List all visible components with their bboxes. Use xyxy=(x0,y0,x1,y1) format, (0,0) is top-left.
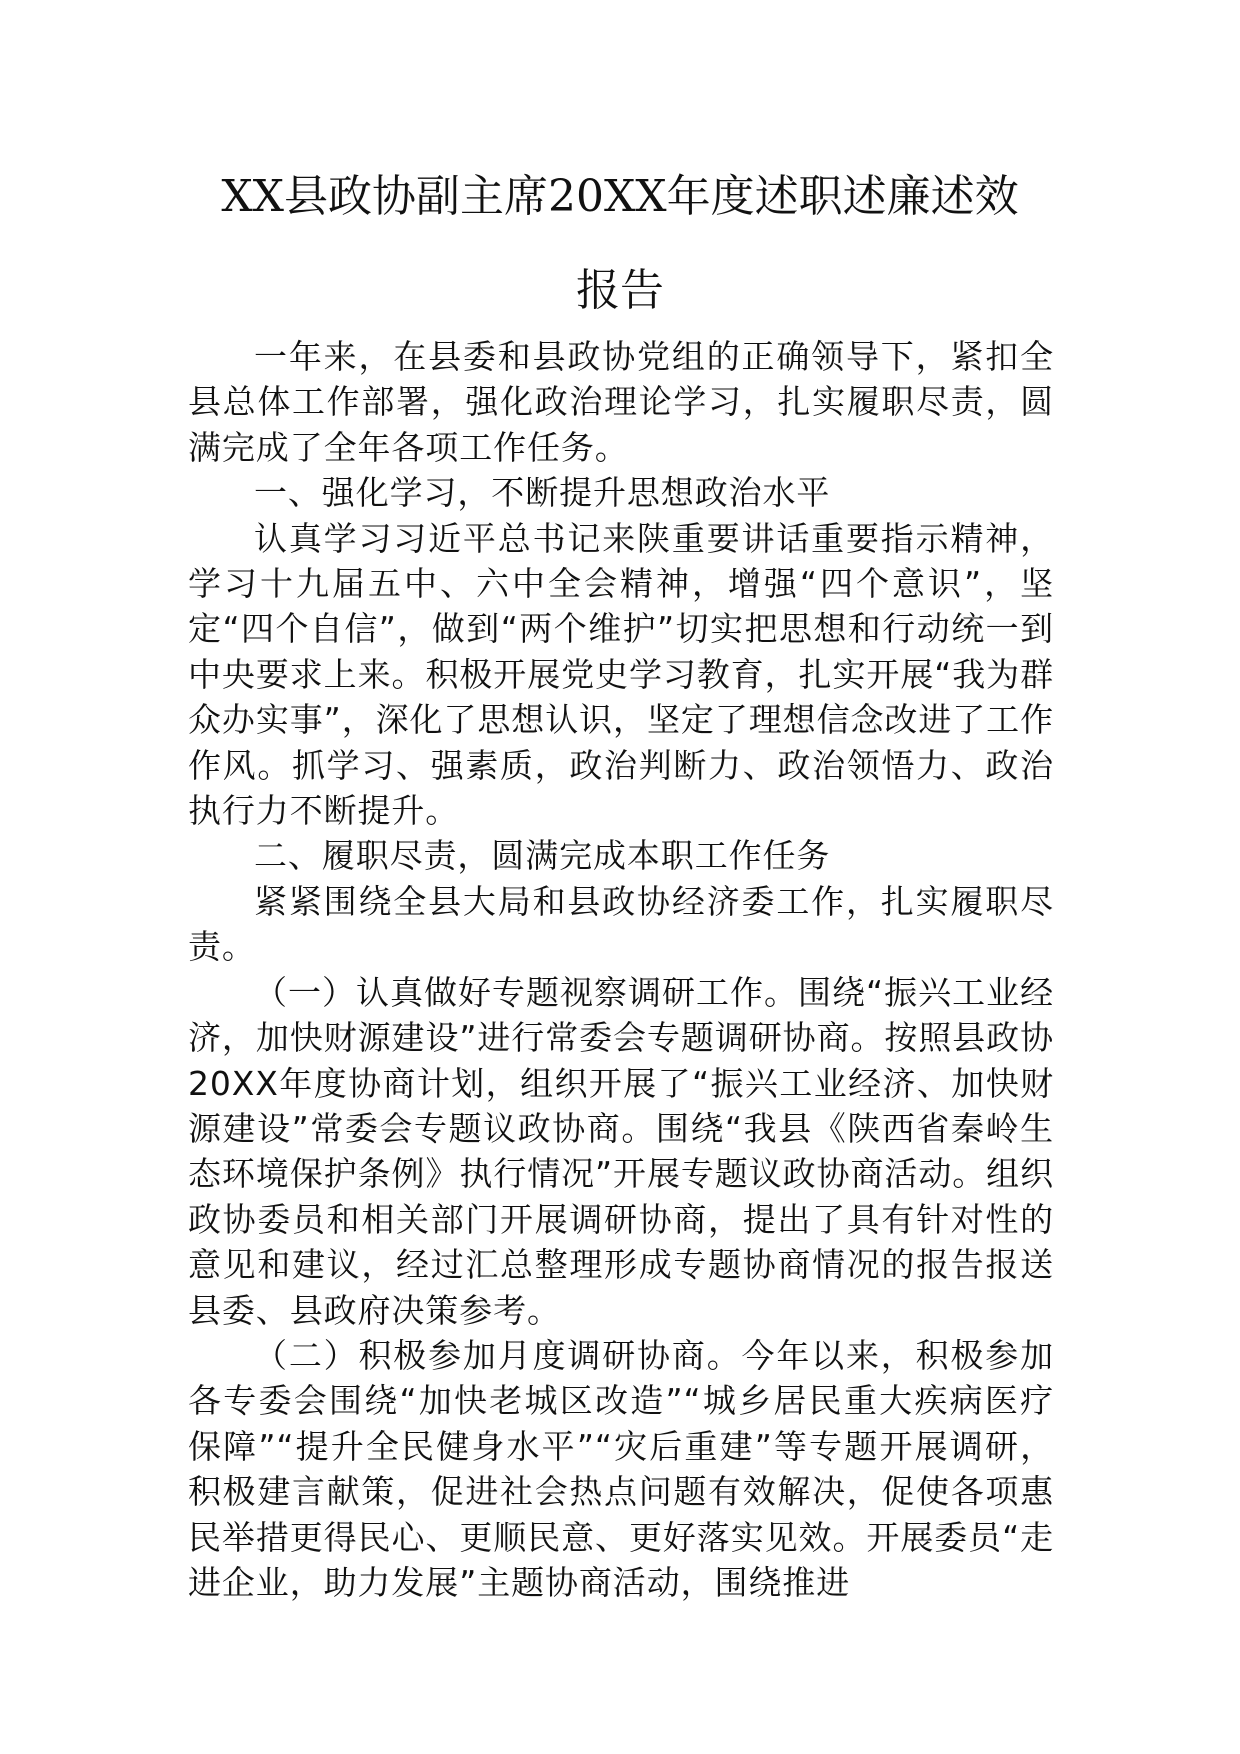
section-heading-2: 二、履职尽责，圆满完成本职工作任务 xyxy=(254,836,831,876)
document-body xyxy=(188,334,1054,1605)
title-line-2: 报告 xyxy=(576,265,664,316)
title-line-1: XX县政协副主席20XX年度述职述廉述效 xyxy=(221,171,1019,222)
section-heading-1: 一、强化学习，不断提升思想政治水平 xyxy=(254,473,831,513)
document-title xyxy=(150,150,1090,338)
subsection-2-paragraph: （二）积极参加月度调研协商。今年以来，积极参加各专委会围绕“加快老城区改造”“城乡居民重大疾病医疗保障”“提升全民健身水平”“灾后重建”等专题开展调研，积极建言献策，促进社会热点问题有效解决，促使各项惠民举措更得民心、更顺民意、更好落实见效。开展委员“走进企业，助力发展”主题协商活动，围绕推进 xyxy=(188,1335,1054,1602)
intro-paragraph: 一年来，在县委和县政协党组的正确领导下，紧扣全县总体工作部署，强化政治理论学习，扎实履职尽责，圆满完成了全年各项工作任务。 xyxy=(188,337,1054,467)
subsection-1-paragraph: （一）认真做好专题视察调研工作。围绕“振兴工业经济，加快财源建设”进行常委会专题调研协商。按照县政协20XX年度协商计划，组织开展了“振兴工业经济、加快财源建设”常委会专题议政协商。围绕“我县《陕西省秦岭生态环境保护条例》执行情况”开展专题议政协商活动。组织政协委员和相关部门开展调研协商，提出了具有针对性的意见和建议，经过汇总整理形成专题协商情况的报告报送县委、县政府决策参考。 xyxy=(188,972,1054,1330)
section-1-paragraph: 认真学习习近平总书记来陕重要讲话重要指示精神，学习十九届五中、六中全会精神，增强“四个意识”，坚定“四个自信”，做到“两个维护”切实把思想和行动统一到中央要求上来。积极开展党史学习教育，扎实开展“我为群众办实事”，深化了思想认识，坚定了理想信念改进了工作作风。抓学习、强素质，政治判断力、政治领悟力、政治执行力不断提升。 xyxy=(188,518,1054,831)
section-2-intro-paragraph: 紧紧围绕全县大局和县政协经济委工作，扎实履职尽责。 xyxy=(188,881,1054,967)
